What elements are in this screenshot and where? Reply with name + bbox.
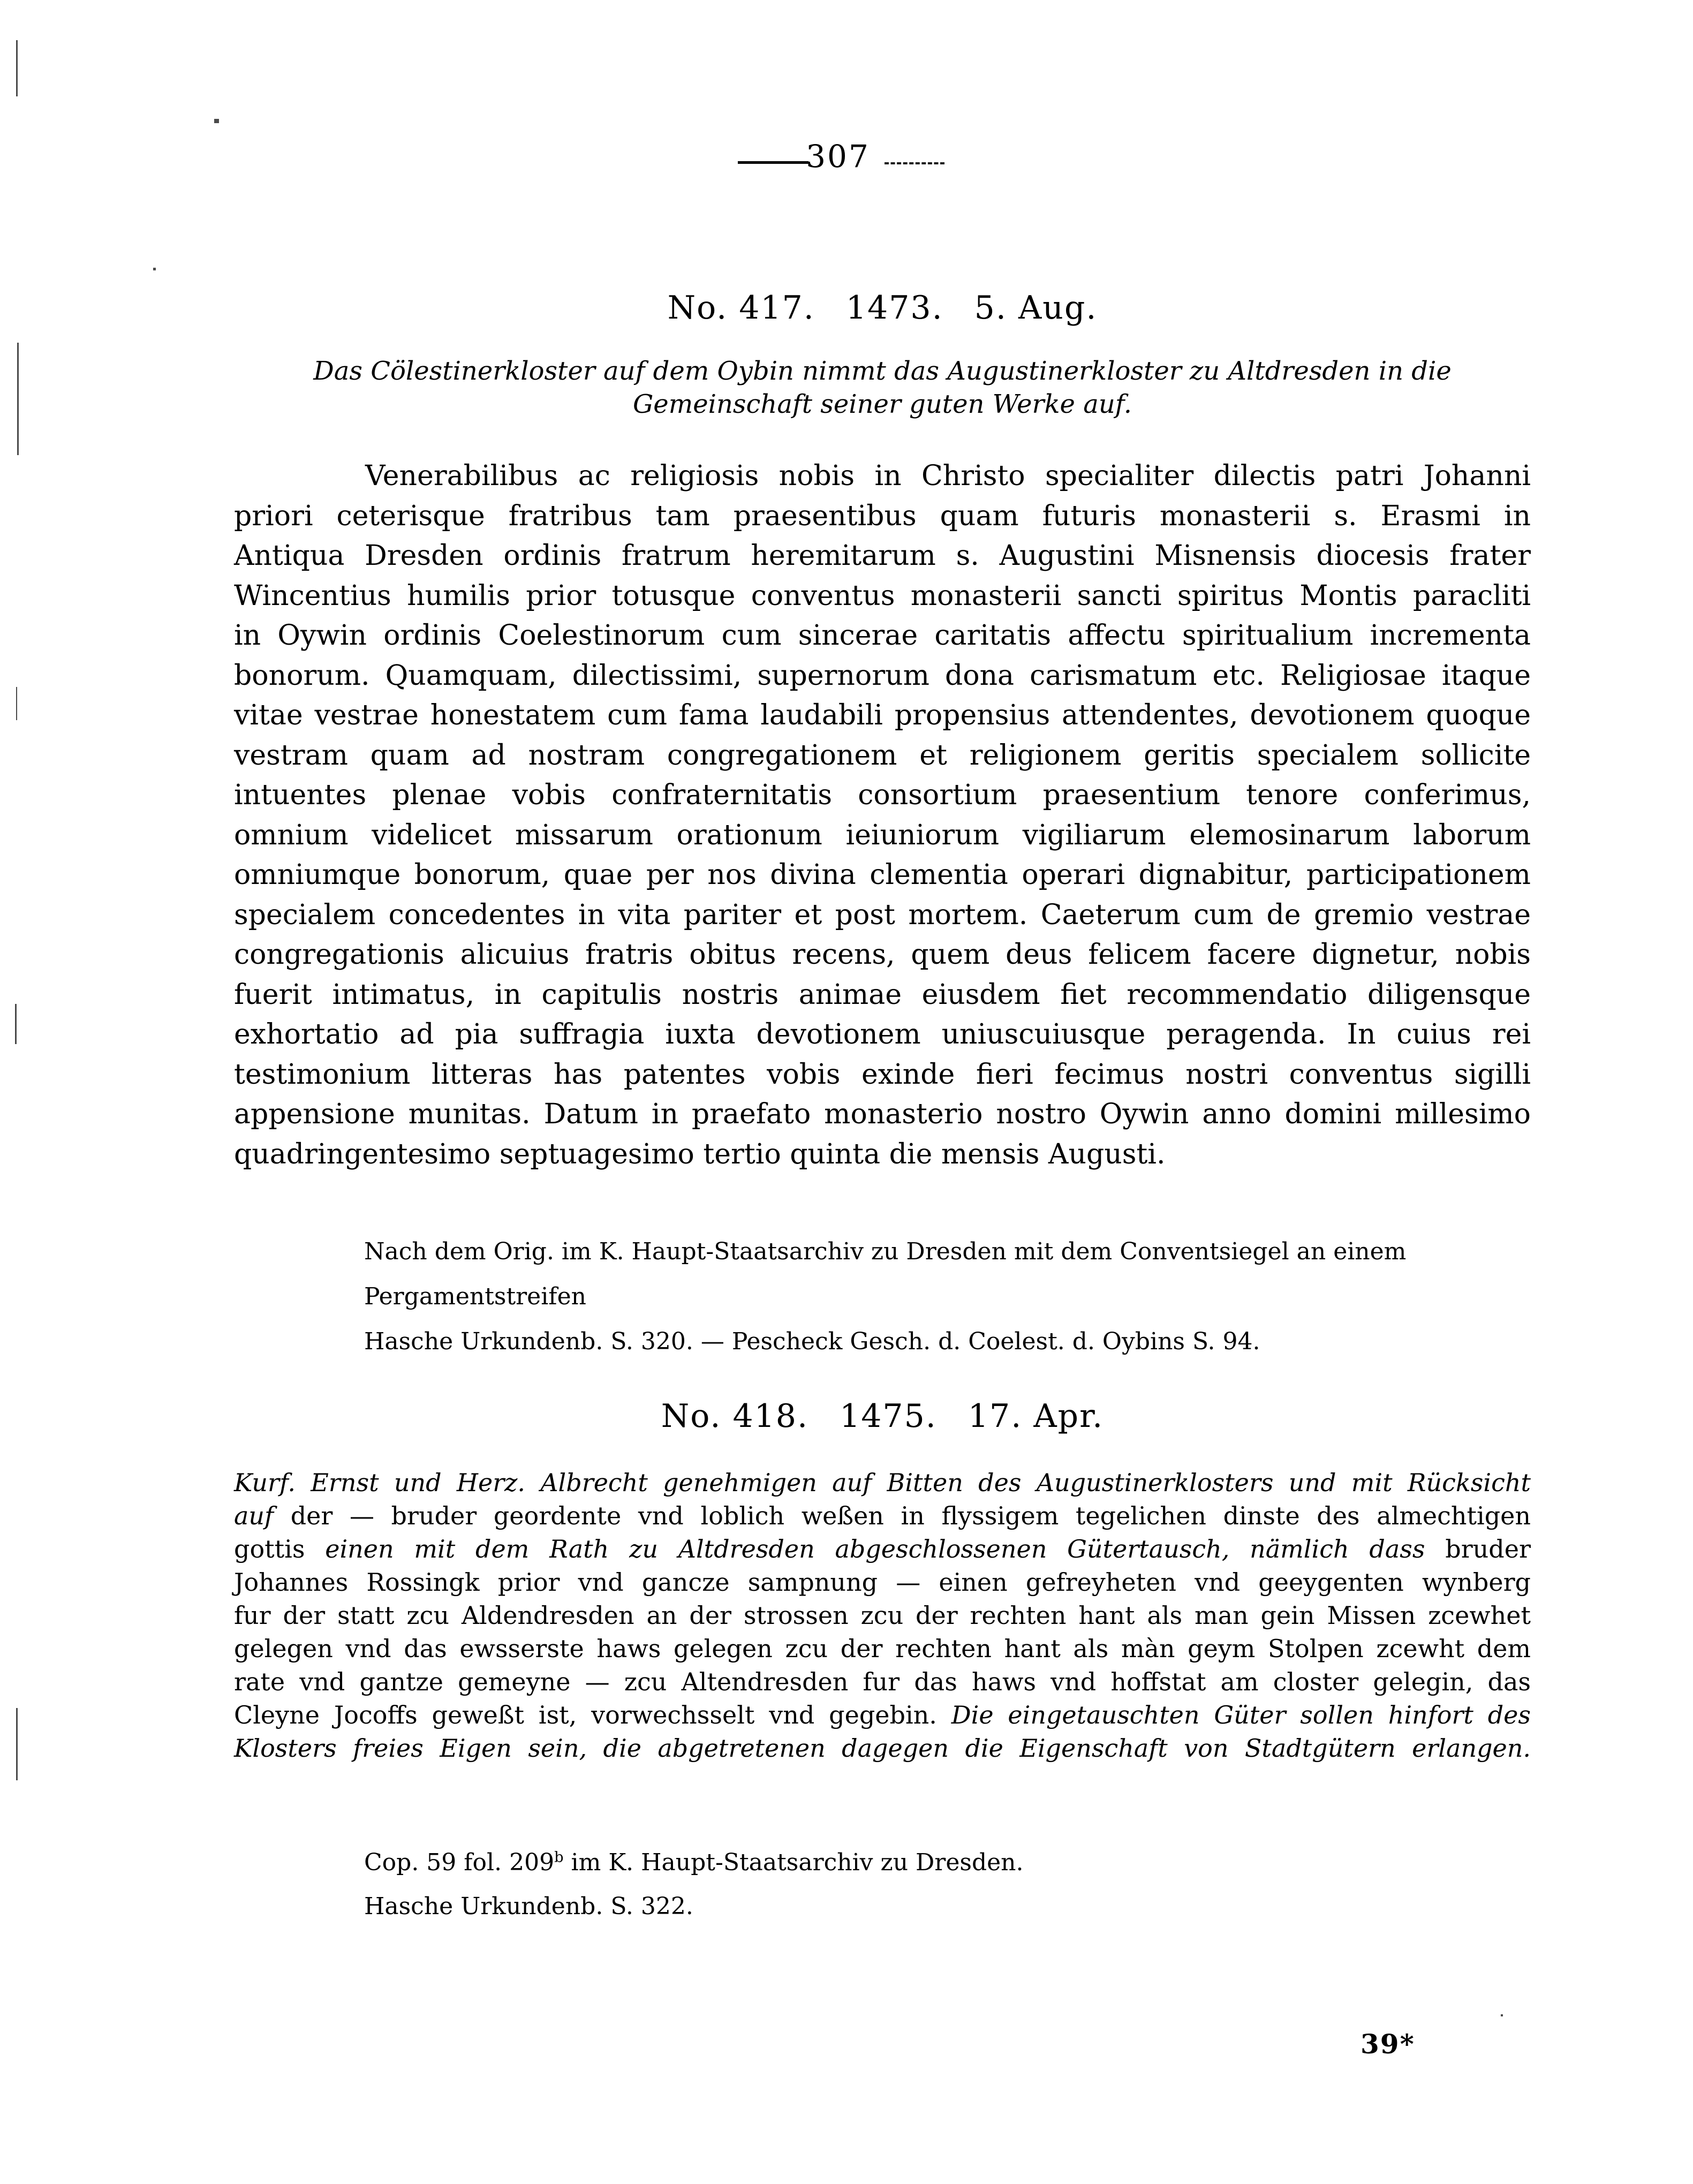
text-line <box>234 456 1531 496</box>
text-segment: gelegen vnd das ewsserste haws gelegen zcu der rechten hant als màn geym Stolpen zcewht dem <box>234 1634 1531 1663</box>
doc417-source-line: Hasche Urkundenb. S. 320. — Pescheck Gesch. d. Coelest. d. Oybins S. 94. <box>364 1328 1260 1355</box>
doc417-source-note <box>364 1229 1553 1364</box>
text-line <box>234 1632 1531 1665</box>
doc417-heading-year: 1473. <box>845 289 943 327</box>
text-line <box>234 1532 1531 1566</box>
text-line <box>234 656 1531 696</box>
scan-artifact <box>16 687 17 720</box>
scan-artifact <box>15 1004 17 1044</box>
doc418-source-line: Hasche Urkundenb. S. 322. <box>364 1893 693 1920</box>
text-segment: priori ceterisque fratribus tam praesentibus quam futuris monasterii s. Erasmi in <box>234 500 1531 532</box>
text-segment: Johannes Rossingk prior vnd gancze sampnung — einen gefreyheten vnd geeygenten wynberg <box>234 1568 1531 1597</box>
text-segment: bonorum. Quamquam, dilectissimi, supernorum dona carismatum etc. Religiosae itaque <box>234 659 1531 692</box>
scan-artifact <box>16 40 18 96</box>
doc417-heading <box>234 289 1531 327</box>
text-segment: exhortatio ad pia suffragia iuxta devotionem uniuscuiusque peragenda. In cuius rei <box>234 1018 1531 1051</box>
text-segment: Cleyne Jocoffs geweßt ist, vorwechsselt vnd gegebin. <box>234 1701 951 1729</box>
doc417-summary <box>234 354 1531 421</box>
text-segment: omniumque bonorum, quae per nos divina clementia operari dignabitur, participationem <box>234 859 1531 891</box>
text-line <box>234 576 1531 616</box>
italic-text-segment: Kurf. Ernst und Herz. Albrecht genehmigen auf Bitten des Augustinerklosters und mit Rücksicht <box>234 1468 1531 1497</box>
doc417-summary-line: Gemeinschaft seiner guten Werke auf. <box>632 389 1132 419</box>
scan-speck <box>214 119 219 123</box>
text-segment: intuentes plenae vobis confraternitatis consortium praesentium tenore conferimus, <box>234 779 1531 811</box>
text-segment: gottis <box>234 1535 326 1563</box>
text-line <box>234 616 1531 656</box>
scan-speck <box>153 268 156 270</box>
signature-mark: 39* <box>1361 2028 1415 2060</box>
doc418-heading-number: No. 418. <box>661 1397 809 1435</box>
header-rule-right <box>885 162 944 164</box>
folio-superscript: b <box>554 1849 564 1866</box>
text-line <box>234 895 1531 935</box>
text-line <box>234 1566 1531 1599</box>
doc418-source-note <box>364 1841 1553 1929</box>
italic-text-segment: Klosters freies Eigen sein, die abgetretenen dagegen die Eigenschaft von Stadtgütern erlangen. <box>234 1734 1531 1763</box>
doc417-body-text <box>234 456 1531 1174</box>
text-segment: bruder <box>1445 1535 1531 1563</box>
text-line <box>234 855 1531 895</box>
text-segment: in Oywin ordinis Coelestinorum cum sincerae caritatis affectu spiritualium incrementa <box>234 619 1531 652</box>
text-segment: vitae vestrae honestatem cum fama laudabili propensius attendentes, devotionem quoque <box>234 699 1531 731</box>
doc417-heading-date: 5. Aug. <box>974 289 1098 327</box>
text-segment: omnium videlicet missarum orationum ieiuniorum vigiliarum elemosinarum laborum <box>234 819 1531 851</box>
italic-text-segment: auf <box>234 1501 291 1530</box>
doc418-body-text <box>234 1466 1531 1765</box>
text-line <box>234 696 1531 736</box>
text-segment: fur der statt zcu Aldendresden an der strossen zcu der rechten hant als man gein Missen zcewhet <box>234 1601 1531 1630</box>
text-line <box>234 935 1531 975</box>
text-segment: quadringentesimo septuagesimo tertio quinta die mensis Augusti. <box>234 1138 1166 1170</box>
text-line <box>234 1665 1531 1698</box>
text-segment: specialem concedentes in vita pariter et post mortem. Caeterum cum de gremio vestrae <box>234 898 1531 931</box>
text-segment: fuerit intimatus, in capitulis nostris animae eiusdem fiet recommendatio diligensque <box>234 978 1531 1011</box>
text-line <box>234 1499 1531 1532</box>
text-line <box>234 775 1531 815</box>
text-line <box>234 736 1531 776</box>
text-segment: rate vnd gantze gemeyne — zcu Altendresden fur das haws vnd hoffstat am closter gelegin, das <box>234 1667 1531 1696</box>
text-segment: testimonium litteras has patentes vobis exinde fieri fecimus nostri conventus sigilli <box>234 1058 1531 1091</box>
doc418-heading <box>234 1397 1531 1435</box>
text-line <box>234 1015 1531 1055</box>
text-segment: Venerabilibus ac religiosis nobis in Christo specialiter dilectis patri Johanni <box>365 460 1531 492</box>
text-line <box>234 536 1531 576</box>
text-segment: Wincentius humilis prior totusque conventus monasterii sancti spiritus Montis paracliti <box>234 579 1531 612</box>
doc417-heading-number: No. 417. <box>667 289 815 327</box>
italic-text-segment: Die eingetauschten Güter sollen hinfort des <box>951 1701 1531 1729</box>
text-line <box>234 1466 1531 1499</box>
text-line <box>234 496 1531 536</box>
text-line <box>234 1055 1531 1095</box>
scan-speck <box>1501 2014 1503 2016</box>
text-line <box>234 1135 1531 1175</box>
doc417-source-line: Nach dem Orig. im K. Haupt-Staatsarchiv zu Dresden mit dem Conventsiegel an einem Pergamentstreifen <box>364 1238 1407 1310</box>
page-number: 307 <box>806 138 870 175</box>
text-segment: appensione munitas. Datum in praefato monasterio nostro Oywin anno domini millesimo <box>234 1098 1531 1130</box>
scan-artifact <box>17 343 19 455</box>
doc418-source-line: Cop. 59 fol. 209$^b$ im K. Haupt-Staatsarchiv zu Dresden. <box>364 1849 1024 1876</box>
italic-text-segment: einen mit dem Rath zu Altdresden abgeschlossenen Gütertausch, nämlich dass <box>325 1535 1446 1563</box>
text-segment: vestram quam ad nostram congregationem et religionem geritis specialem sollicite <box>234 739 1531 772</box>
text-line <box>234 1599 1531 1632</box>
text-line <box>234 1732 1531 1765</box>
doc418-heading-year: 1475. <box>840 1397 937 1435</box>
text-line <box>234 815 1531 856</box>
text-segment: congregationis alicuius fratris obitus recens, quem deus felicem facere dignetur, nobis <box>234 939 1531 971</box>
text-segment: der — bruder geordente vnd loblich weßen in flyssigem tegelichen dinste des almechtigen <box>290 1501 1531 1530</box>
text-line <box>234 1094 1531 1135</box>
scan-artifact <box>16 1708 18 1780</box>
doc417-summary-line: Das Cölestinerkloster auf dem Oybin nimmt das Augustinerkloster zu Altdresden in die <box>313 356 1452 386</box>
doc418-heading-date: 17. Apr. <box>968 1397 1104 1435</box>
text-line <box>234 975 1531 1015</box>
text-segment: Antiqua Dresden ordinis fratrum heremitarum s. Augustini Misnensis diocesis frater <box>234 540 1531 572</box>
text-line <box>234 1698 1531 1732</box>
